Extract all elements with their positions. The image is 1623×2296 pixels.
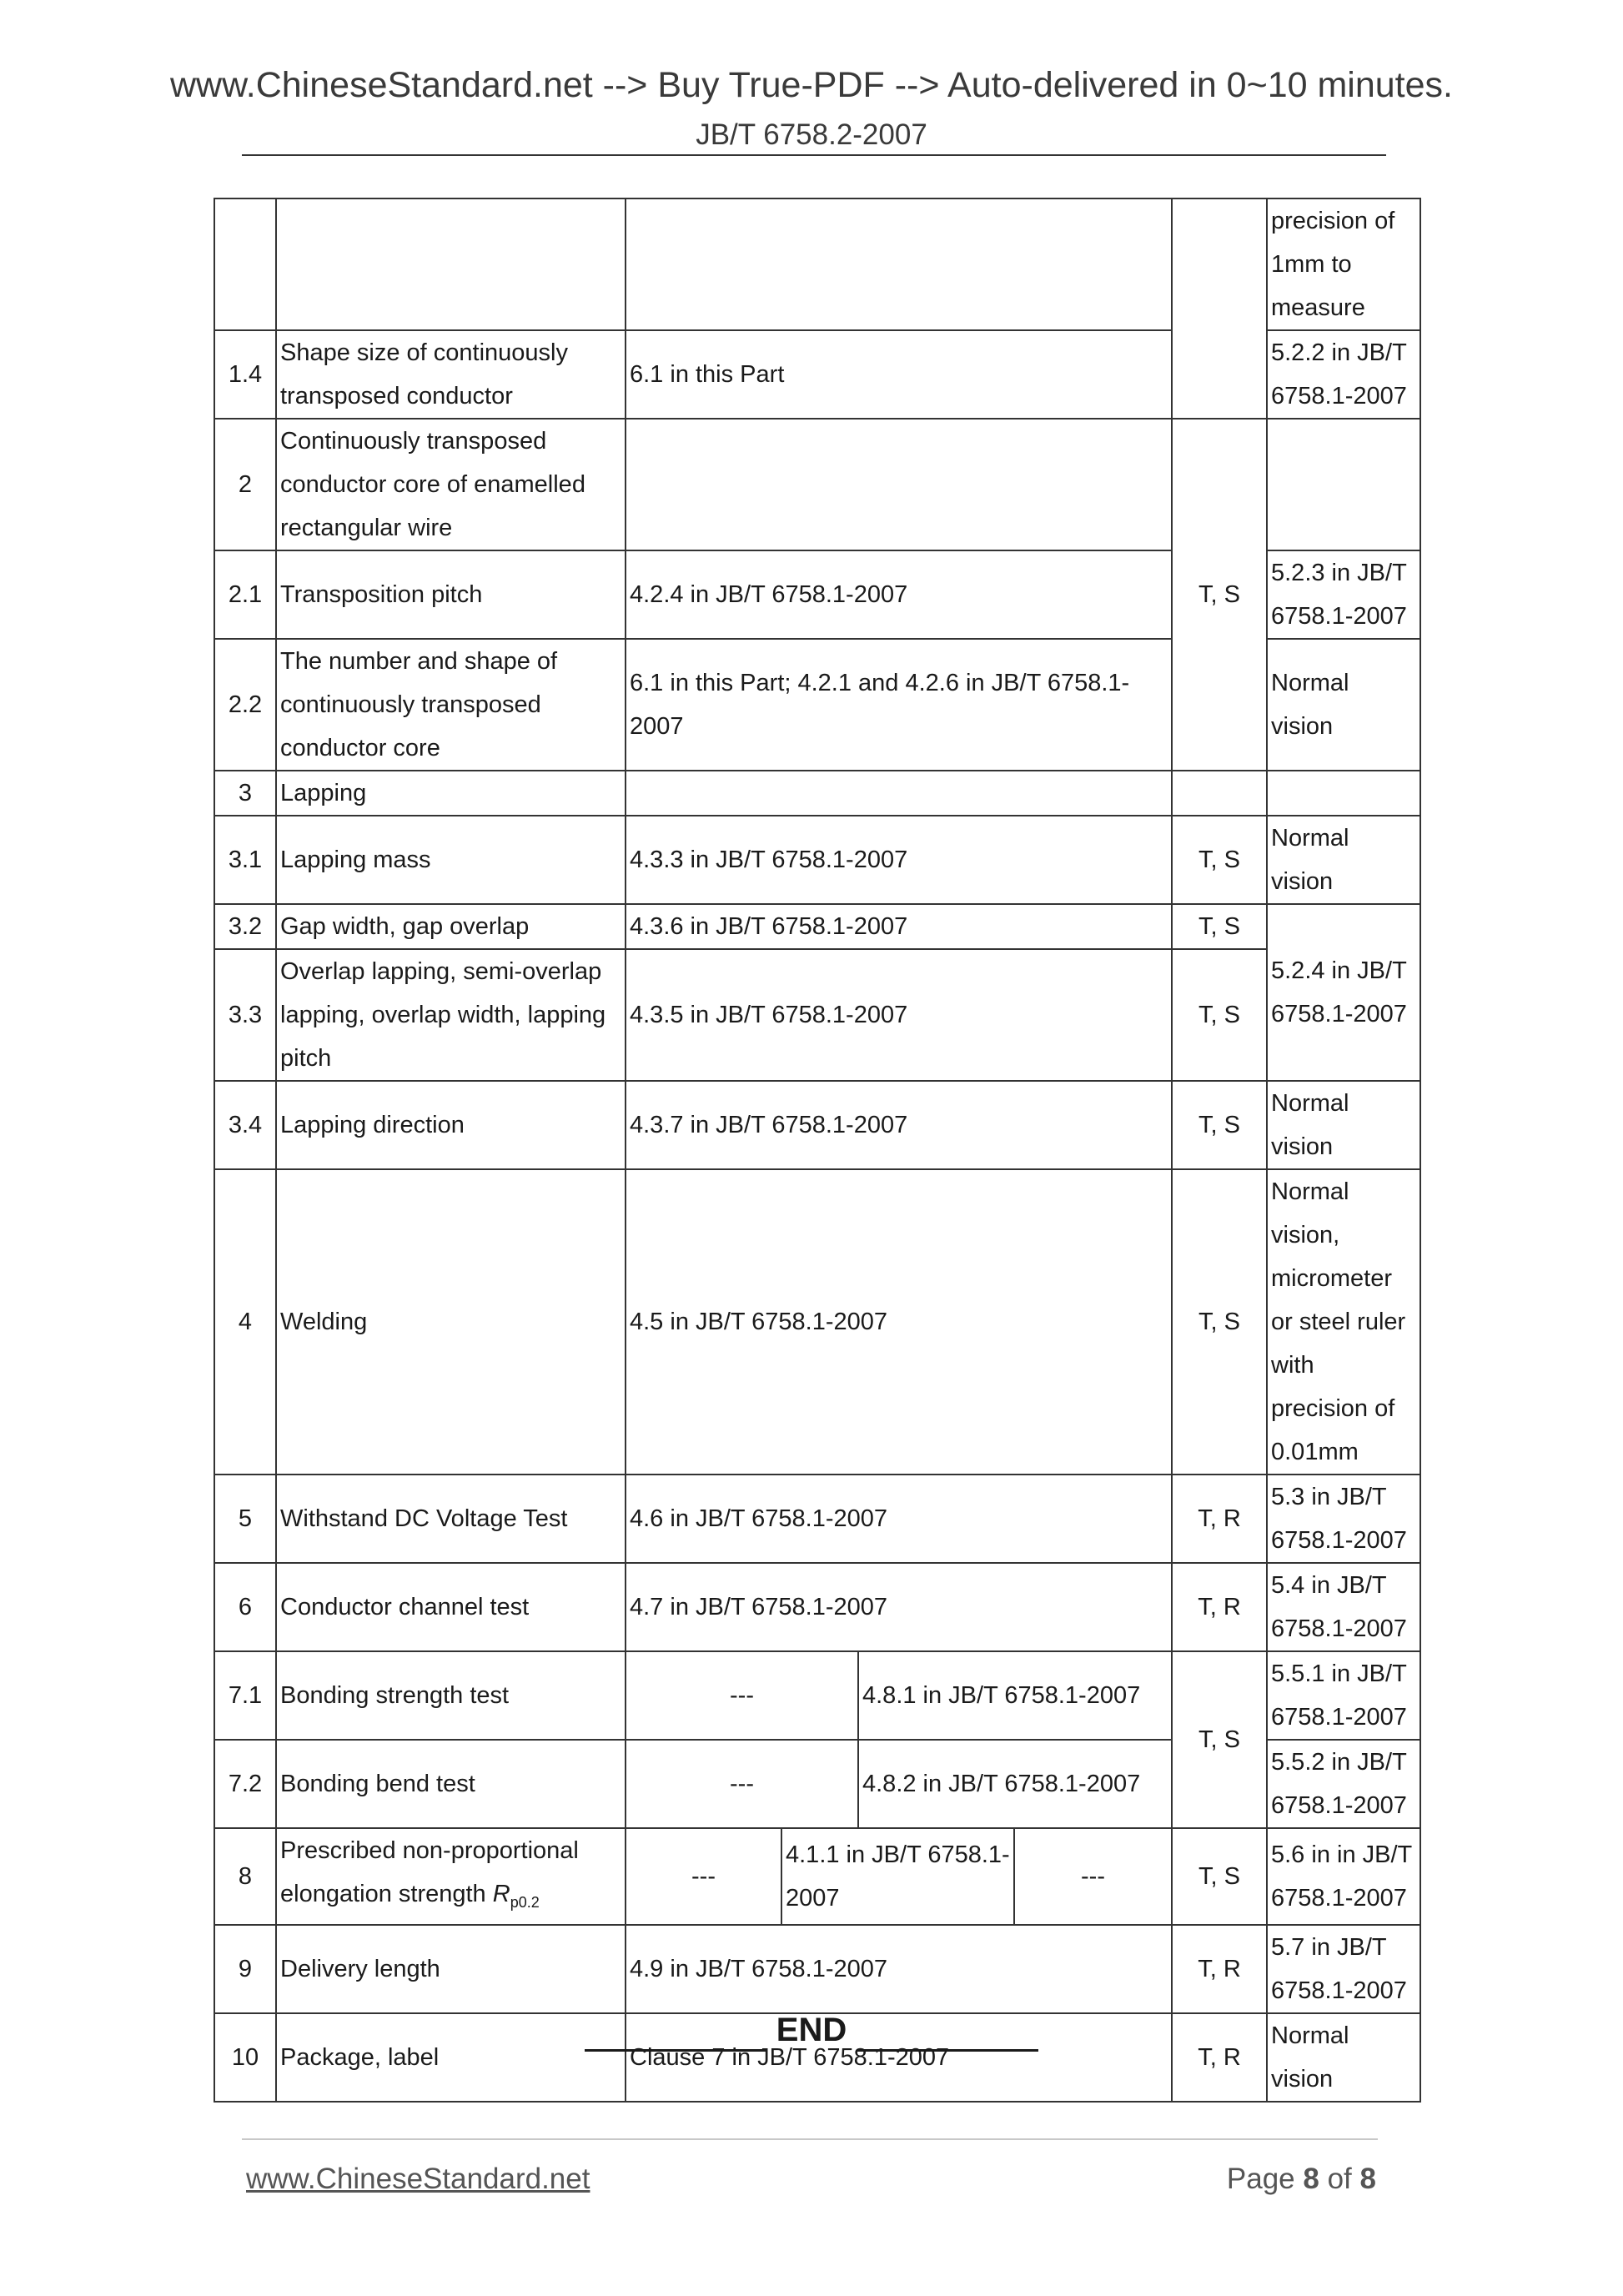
table-cell-method: 5.5.1 in JB/T 6758.1-2007 (1267, 1651, 1420, 1740)
table-cell-method (1267, 419, 1420, 550)
table-cell-item: Continuously transposed conductor core of enamelled rectangular wire (276, 419, 626, 550)
table-cell-method: 5.2.4 in JB/T 6758.1-2007 (1267, 904, 1420, 1081)
table-cell-item: Lapping direction (276, 1081, 626, 1169)
table-cell-item: Delivery length (276, 1925, 626, 2013)
table-cell-requirement: 4.1.1 in JB/T 6758.1-2007 (781, 1828, 1014, 1925)
table-cell-type (1172, 198, 1267, 419)
table-cell-requirement: Clause 7 in JB/T 6758.1-2007 (626, 2013, 1172, 2102)
table-cell-no: 2 (214, 419, 276, 550)
table-row (214, 1475, 1420, 1563)
page-current: 8 (1303, 2163, 1319, 2195)
table-cell-method: 5.2.2 in JB/T 6758.1-2007 (1267, 330, 1420, 419)
table-cell-method: Normal vision (1267, 639, 1420, 771)
table-cell-no: 3.4 (214, 1081, 276, 1169)
footer-divider (242, 2138, 1378, 2140)
table-cell-requirement: 6.1 in this Part (626, 330, 1172, 419)
table-cell-requirement: 4.7 in JB/T 6758.1-2007 (626, 1563, 1172, 1651)
table-cell-requirement: 4.8.1 in JB/T 6758.1-2007 (858, 1651, 1172, 1740)
table-cell-requirement (626, 198, 1172, 330)
table-cell-type: T, S (1172, 949, 1267, 1081)
table-cell-requirement: 4.2.4 in JB/T 6758.1-2007 (626, 550, 1172, 639)
table-cell-requirement: 4.8.2 in JB/T 6758.1-2007 (858, 1740, 1172, 1828)
end-line-left (585, 2049, 766, 2052)
table-cell-item: Overlap lapping, semi-overlap lapping, overlap width, lapping pitch (276, 949, 626, 1081)
page-total: 8 (1359, 2163, 1376, 2195)
table-cell-type: T, S (1172, 904, 1267, 949)
table-cell-type: T, R (1172, 2013, 1267, 2102)
table-cell-item (276, 198, 626, 330)
inspection-table (214, 198, 1421, 2103)
table-cell-requirement: 6.1 in this Part; 4.2.1 and 4.2.6 in JB/T 6758.1-2007 (626, 639, 1172, 771)
table-cell-method: 5.4 in JB/T 6758.1-2007 (1267, 1563, 1420, 1651)
table-cell-type: T, S (1172, 1651, 1267, 1828)
header-divider (242, 154, 1386, 156)
table-cell-requirement: 4.3.6 in JB/T 6758.1-2007 (626, 904, 1172, 949)
table-cell-no: 2.1 (214, 550, 276, 639)
table-cell-method: 5.6 in in JB/T 6758.1-2007 (1267, 1828, 1420, 1925)
table-cell-item: Withstand DC Voltage Test (276, 1475, 626, 1563)
table-cell-no: 3.3 (214, 949, 276, 1081)
table-cell-item: Lapping mass (276, 816, 626, 904)
table-cell-item: Conductor channel test (276, 1563, 626, 1651)
table-row (214, 771, 1420, 816)
footer-site-link[interactable]: www.ChineseStandard.net (246, 2163, 590, 2195)
table-row (214, 1651, 1420, 1740)
item-text: Prescribed non-proportional elongation strength (280, 1837, 579, 1907)
table-cell-item: Lapping (276, 771, 626, 816)
table-cell-item: Welding (276, 1169, 626, 1475)
table-row (214, 1081, 1420, 1169)
table-cell-method: 5.5.2 in JB/T 6758.1-2007 (1267, 1740, 1420, 1828)
table-cell-dash: --- (1014, 1828, 1172, 1925)
table-cell-method: 5.3 in JB/T 6758.1-2007 (1267, 1475, 1420, 1563)
table-cell-item: The number and shape of continuously transposed conductor core (276, 639, 626, 771)
page-number (1227, 2163, 1376, 2196)
table-cell-requirement: 4.3.5 in JB/T 6758.1-2007 (626, 949, 1172, 1081)
table-cell-method: Normal vision, micrometer or steel ruler with precision of 0.01mm (1267, 1169, 1420, 1475)
table-cell-item: Transposition pitch (276, 550, 626, 639)
table-cell-type: T, S (1172, 816, 1267, 904)
table-row (214, 1563, 1420, 1651)
table-row (214, 1925, 1420, 2013)
table-cell-requirement: 4.9 in JB/T 6758.1-2007 (626, 1925, 1172, 2013)
table-cell-item: Shape size of continuously transposed conductor (276, 330, 626, 419)
end-text: END (776, 2012, 847, 2048)
table-cell-dash: --- (626, 1740, 858, 1828)
table-cell-requirement (626, 419, 1172, 550)
table-cell-item: Gap width, gap overlap (276, 904, 626, 949)
table-cell-requirement: 4.3.3 in JB/T 6758.1-2007 (626, 816, 1172, 904)
page-of: of (1327, 2163, 1352, 2195)
table-cell-item: Bonding strength test (276, 1651, 626, 1740)
table-cell-no: 6 (214, 1563, 276, 1651)
table-cell-no: 9 (214, 1925, 276, 2013)
table-cell-type: T, R (1172, 1563, 1267, 1651)
table-row (214, 419, 1420, 550)
table-cell-type: T, S (1172, 1169, 1267, 1475)
table-cell-no (214, 198, 276, 330)
table-cell-method: Normal vision (1267, 2013, 1420, 2102)
table-row (214, 904, 1420, 949)
symbol-r: R (492, 1881, 510, 1907)
table-cell-no: 10 (214, 2013, 276, 2102)
page-label: Page (1226, 2163, 1295, 2195)
table-cell-type (1172, 771, 1267, 816)
table-cell-type: T, S (1172, 419, 1267, 771)
table-cell-no: 3 (214, 771, 276, 816)
table-row (214, 1169, 1420, 1475)
symbol-subscript: p0.2 (510, 1893, 540, 1911)
table-cell-no: 8 (214, 1828, 276, 1925)
table-cell-no: 5 (214, 1475, 276, 1563)
table-cell-type: T, S (1172, 1828, 1267, 1925)
document-code: JB/T 6758.2-2007 (696, 118, 927, 151)
table-row (214, 949, 1420, 1081)
table-cell-method: Normal vision (1267, 816, 1420, 904)
table-cell-type: T, R (1172, 1925, 1267, 2013)
table-cell-item (276, 1828, 626, 1925)
table-row (214, 1828, 1420, 1925)
table-cell-dash: --- (626, 1828, 781, 1925)
table-cell-type: T, S (1172, 1081, 1267, 1169)
end-marker (0, 2012, 1623, 2049)
table-cell-item: Package, label (276, 2013, 626, 2102)
table-cell-requirement: 4.3.7 in JB/T 6758.1-2007 (626, 1081, 1172, 1169)
table-cell-method: 5.2.3 in JB/T 6758.1-2007 (1267, 550, 1420, 639)
table-cell-requirement: 4.5 in JB/T 6758.1-2007 (626, 1169, 1172, 1475)
table-cell-requirement (626, 771, 1172, 816)
table-cell-dash: --- (626, 1651, 858, 1740)
table-cell-no: 7.2 (214, 1740, 276, 1828)
table-cell-method: 5.7 in JB/T 6758.1-2007 (1267, 1925, 1420, 2013)
table-row (214, 816, 1420, 904)
table-cell-type: T, R (1172, 1475, 1267, 1563)
table-cell-no: 3.2 (214, 904, 276, 949)
table-cell-requirement: 4.6 in JB/T 6758.1-2007 (626, 1475, 1172, 1563)
table-cell-no: 7.1 (214, 1651, 276, 1740)
table-cell-no: 2.2 (214, 639, 276, 771)
table-cell-method: Normal vision (1267, 1081, 1420, 1169)
table-cell-item: Bonding bend test (276, 1740, 626, 1828)
table-cell-no: 3.1 (214, 816, 276, 904)
table-cell-no: 1.4 (214, 330, 276, 419)
table-cell-method (1267, 771, 1420, 816)
table-row (214, 198, 1420, 330)
end-line-right (857, 2049, 1038, 2052)
table-cell-method: precision of 1mm to measure (1267, 198, 1420, 330)
table-cell-no: 4 (214, 1169, 276, 1475)
header-banner: www.ChineseStandard.net --> Buy True-PDF --> Auto-delivered in 0~10 minutes. (169, 65, 1453, 105)
